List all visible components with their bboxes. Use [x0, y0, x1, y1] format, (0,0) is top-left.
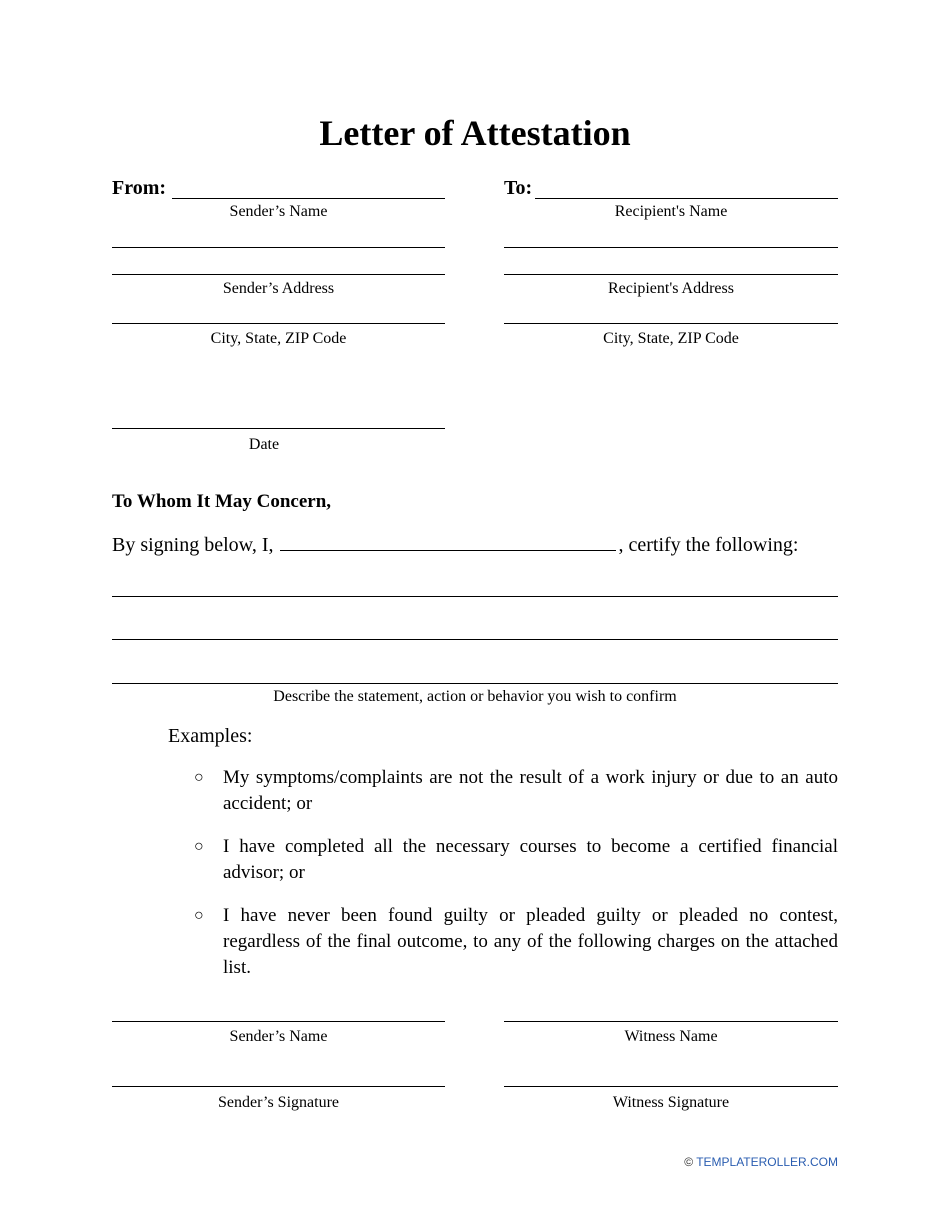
- example-text-2: I have completed all the necessary courses to become a certified financial advisor; or: [223, 836, 838, 883]
- sender-name-sign-field[interactable]: [112, 1021, 445, 1022]
- sender-address-line-1[interactable]: [112, 247, 445, 248]
- sender-signature-field[interactable]: [112, 1086, 445, 1087]
- footer-site-link[interactable]: TEMPLATEROLLER.COM: [696, 1155, 838, 1169]
- example-item-1: [194, 765, 838, 817]
- certify-sentence: [112, 532, 798, 557]
- circle-bullet-icon: ○: [194, 838, 204, 855]
- salutation: To Whom It May Concern,: [112, 491, 332, 512]
- from-label: From:: [112, 177, 167, 199]
- recipient-city-field[interactable]: [504, 323, 838, 324]
- example-text-3: I have never been found guilty or pleaded guilty or pleaded no contest, regardless of the final outcome, to any of the following charges on the attached list.: [223, 905, 838, 978]
- date-field[interactable]: [112, 428, 445, 429]
- date-caption: Date: [248, 436, 280, 453]
- recipient-address-line-2[interactable]: [504, 274, 838, 275]
- witness-name-field[interactable]: [504, 1021, 838, 1022]
- circle-bullet-icon: ○: [194, 769, 204, 786]
- sender-name-field[interactable]: [172, 198, 445, 199]
- example-item-2: [194, 834, 838, 886]
- certify-before: By signing below, I,: [112, 534, 274, 556]
- copyright-icon: ©: [684, 1155, 694, 1169]
- document-title: Letter of Attestation: [319, 113, 631, 153]
- sender-city-field[interactable]: [112, 323, 445, 324]
- witness-signature-caption: Witness Signature: [612, 1094, 730, 1111]
- recipient-name-field[interactable]: [535, 198, 838, 199]
- certifier-name-field[interactable]: [280, 532, 616, 551]
- example-item-3: [194, 903, 838, 981]
- statement-line-3[interactable]: [112, 683, 838, 684]
- recipient-address-line-1[interactable]: [504, 247, 838, 248]
- recipient-city-caption: City, State, ZIP Code: [603, 330, 739, 347]
- sender-city-caption: City, State, ZIP Code: [210, 330, 347, 347]
- statement-caption: Describe the statement, action or behavior you wish to confirm: [273, 688, 677, 705]
- to-label: To:: [504, 177, 533, 199]
- witness-name-caption: Witness Name: [624, 1028, 718, 1045]
- sender-name-caption: Sender’s Name: [229, 203, 328, 220]
- sender-signature-caption: Sender’s Signature: [217, 1094, 339, 1111]
- circle-bullet-icon: ○: [194, 907, 204, 924]
- sender-name-sign-caption: Sender’s Name: [229, 1028, 328, 1045]
- example-text-1: My symptoms/complaints are not the result of a work injury or due to an auto accident; or: [223, 767, 838, 814]
- recipient-address-caption: Recipient's Address: [608, 280, 734, 297]
- recipient-name-caption: Recipient's Name: [614, 203, 728, 220]
- statement-line-1[interactable]: [112, 596, 838, 597]
- footer-credit: [640, 1155, 838, 1169]
- examples-heading: Examples:: [168, 725, 253, 747]
- certify-after: , certify the following:: [618, 534, 799, 556]
- sender-address-line-2[interactable]: [112, 274, 445, 275]
- statement-line-2[interactable]: [112, 639, 838, 640]
- witness-signature-field[interactable]: [504, 1086, 838, 1087]
- sender-address-caption: Sender’s Address: [222, 280, 335, 297]
